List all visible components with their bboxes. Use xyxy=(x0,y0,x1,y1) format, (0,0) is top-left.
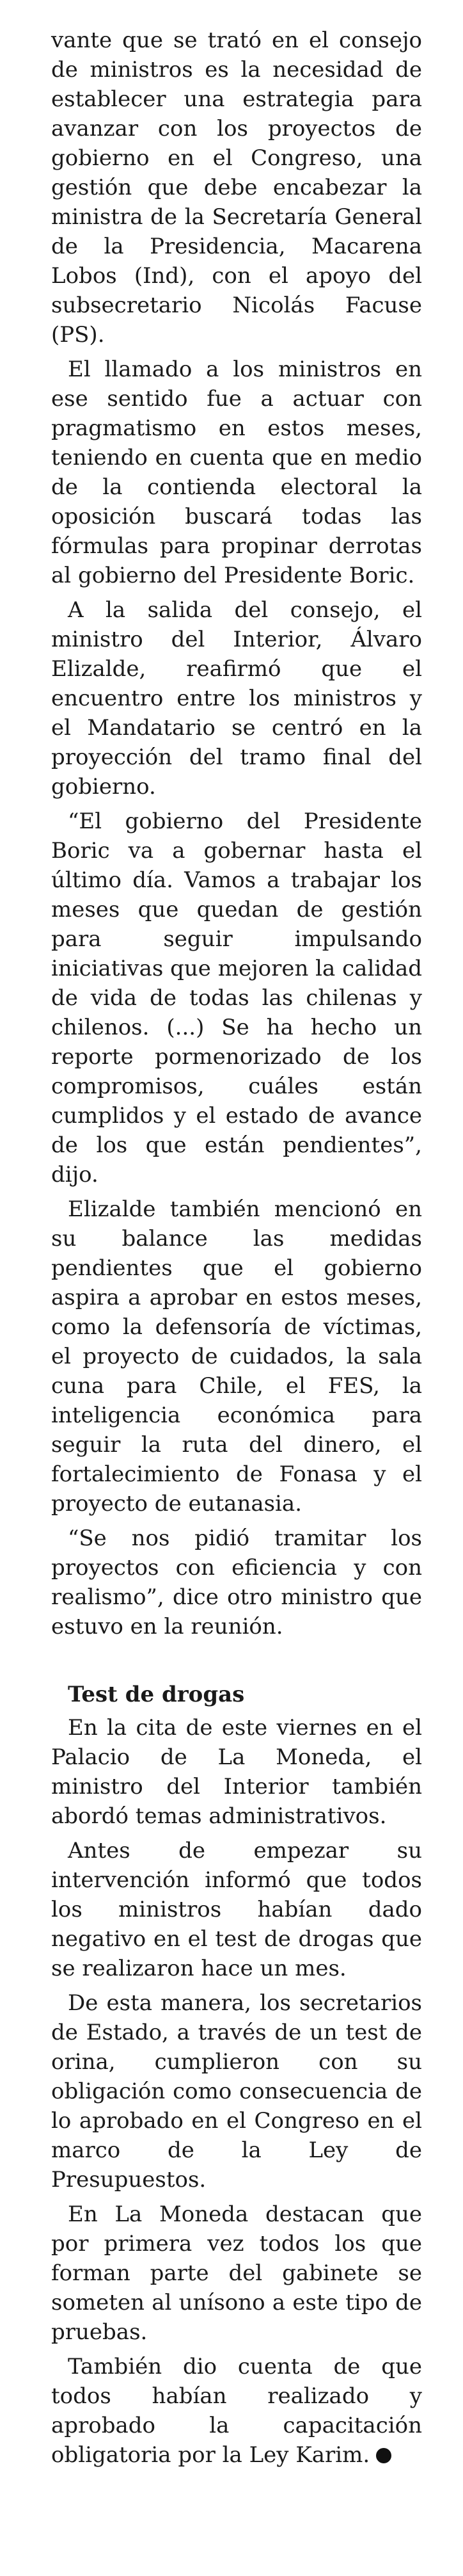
article-body xyxy=(51,26,422,2475)
article-paragraph: Antes de empezar su intervención informó que todos los ministros habían dado negativo en el test de drogas que se realizaron hace un mes. xyxy=(51,1838,422,1981)
article-paragraph: De esta manera, los secretarios de Estado, a través de un test de orina, cumplieron con su obligación como consecuencia de lo aprobado en el Congreso en el marco de la Ley de Presupuestos. xyxy=(51,1990,422,2193)
article-paragraph: “Se nos pidió tramitar los proyectos con eficiencia y con realismo”, dice otro ministro que estuvo en la reunión. xyxy=(51,1525,422,1639)
section-subheading: Test de drogas xyxy=(68,1682,245,1707)
article-paragraph: En La Moneda destacan que por primera vez todos los que forman parte del gabinete se someten al unísono a este tipo de pruebas. xyxy=(51,2202,422,2345)
article-paragraph: El llamado a los ministros en ese sentido fue a actuar con pragmatismo en estos meses, teniendo en cuenta que en medio de la contienda electoral la oposición buscará todas las fórmulas para propinar derrotas al gobierno del Presidente Boric. xyxy=(51,357,422,588)
article-paragraph-text: También dio cuenta de que todos habían realizado y aprobado la capacitación obligatoria por la Ley Karim. xyxy=(51,2354,422,2468)
article-paragraph: “El gobierno del Presidente Boric va a gobernar hasta el último día. Vamos a trabajar los meses que quedan de gestión para seguir impulsando iniciativas que mejoren la calidad de vida de todas las chilenas y chilenos. (...) Se ha hecho un reporte pormenorizado de los compromisos, cuáles están cumplidos y el estado de avance de los que están pendientes”, dijo. xyxy=(51,809,422,1187)
article-paragraph-last xyxy=(51,2352,422,2470)
article-paragraph: Elizalde también mencionó en su balance las medidas pendientes que el gobierno aspira a aprobar en estos meses, como la defensoría de víctimas, el proyecto de cuidados, la sala cuna para Chile, el FES, la inteligencia económica para seguir la ruta del dinero, el fortalecimiento de Fonasa y el proyecto de eutanasia. xyxy=(51,1196,422,1517)
article-paragraph: vante que se trató en el consejo de ministros es la necesidad de establecer una estrategia para avanzar con los proyectos de gobierno en el Congreso, una gestión que debe encabezar la ministra de la Secretaría General de la Presidencia, Macarena Lobos (Ind), con el apoyo del subsecretario Nicolás Facuse (PS). xyxy=(51,28,422,348)
end-of-article-bullet-icon xyxy=(376,2448,391,2463)
article-paragraph: En la cita de este viernes en el Palacio de La Moneda, el ministro del Interior también abordó temas administrativos. xyxy=(51,1715,422,1829)
article-paragraph: A la salida del consejo, el ministro del Interior, Álvaro Elizalde, reafirmó que el encuentro entre los ministros y el Mandatario se centró en la proyección del tramo final del gobierno. xyxy=(51,597,422,800)
